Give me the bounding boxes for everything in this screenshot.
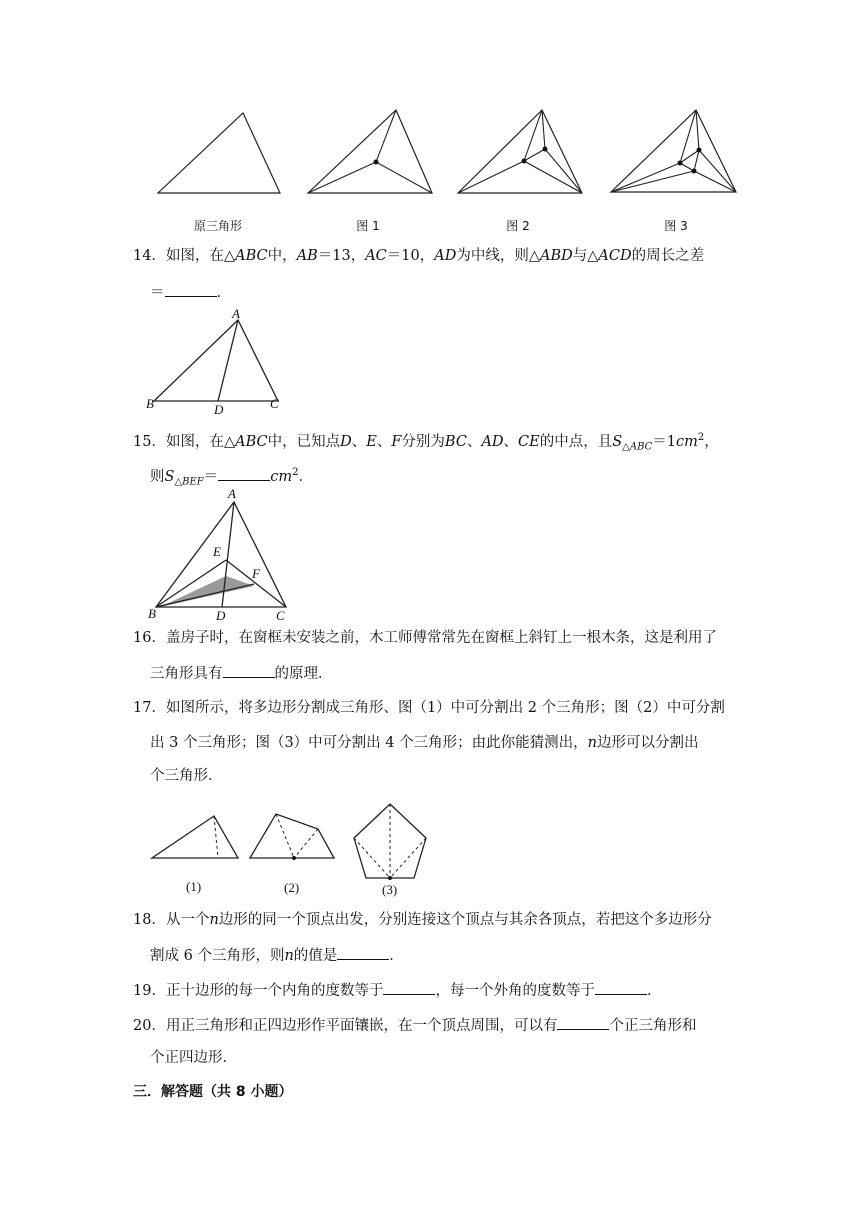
answer-blank <box>383 980 435 995</box>
caption-3: (3) <box>382 882 398 897</box>
label-E: E <box>213 544 221 559</box>
label-B: B <box>146 396 154 411</box>
q16-line2: 三角形具有 的原理． <box>150 663 333 684</box>
label-D: D <box>216 608 226 623</box>
fig1-triangle <box>308 110 432 193</box>
label-A: A <box>228 486 236 501</box>
fig3-triangle <box>611 110 736 192</box>
label-D: D <box>214 402 224 417</box>
q14-line1: 14．如图，在△ABC中，AB＝13，AC＝10，AD为中线，则△ABD与△ACD的周长之差 <box>133 248 705 264</box>
q15-line1: 15．如图，在△ABC中，已知点D、E、F分别为BC、AD、CE的中点，且$S_{\triangle ABC}=1cm^2$， <box>133 432 719 453</box>
label-C: C <box>270 396 279 411</box>
q17-figure <box>146 796 436 900</box>
q17-line3: 个三角形． <box>150 768 223 784</box>
caption-1: (1) <box>186 879 202 894</box>
q15-figure <box>146 486 294 626</box>
answer-blank <box>223 663 275 678</box>
label-C: C <box>276 608 285 623</box>
q19-line: 19．正十边形的每一个内角的度数等于 ，每一个外角的度数等于 ． <box>133 980 661 1001</box>
answer-blank <box>595 980 647 995</box>
caption-original: 原三角形 <box>193 219 242 233</box>
q20-line1: 20．用正三角形和正四边形作平面镶嵌，在一个顶点周围，可以有 个正三角形和 <box>133 1015 696 1036</box>
q18-line1: 18．从一个n边形的同一个顶点出发，分别连接这个顶点与其余各顶点，若把这个多边形分 <box>133 912 712 928</box>
caption-fig1: 图 1 <box>356 219 380 233</box>
caption-2: (2) <box>284 880 300 895</box>
q17-line2: 出 3 个三角形；图（3）中可分割出 4 个三角形；由此你能猜测出，n边形可以分割出 <box>150 735 699 751</box>
answer-blank <box>557 1015 609 1030</box>
label-F: F <box>252 566 260 581</box>
original-triangle <box>158 113 280 193</box>
fig2-triangle <box>458 110 582 193</box>
answer-blank <box>165 282 217 297</box>
q17-line1: 17．如图所示，将多边形分割成三角形、图（1）中可分割出 2 个三角形；图（2）中可分割 <box>133 700 725 716</box>
q20-line2: 个正四边形． <box>150 1050 237 1066</box>
q15-line2: 则$S_{\triangle BEF}= cm^2$． <box>150 467 313 488</box>
q14-figure <box>146 306 286 418</box>
answer-blank <box>218 466 270 481</box>
q16-line1: 16．盖房子时，在窗框未安装之前，木工师傅常常先在窗框上斜钉上一根木条，这是利用了 <box>133 630 717 646</box>
answer-blank <box>337 945 389 960</box>
label-B: B <box>148 606 156 621</box>
figure-top-row <box>148 104 740 236</box>
label-A: A <box>232 306 240 321</box>
q14-line2: ＝ ． <box>150 282 231 303</box>
caption-fig2: 图 2 <box>506 219 530 233</box>
caption-fig3: 图 3 <box>664 219 688 233</box>
q18-line2: 割成 6 个三角形，则n的值是 ． <box>150 945 404 966</box>
section-title: 三．解答题（共 8 小题） <box>133 1084 293 1100</box>
